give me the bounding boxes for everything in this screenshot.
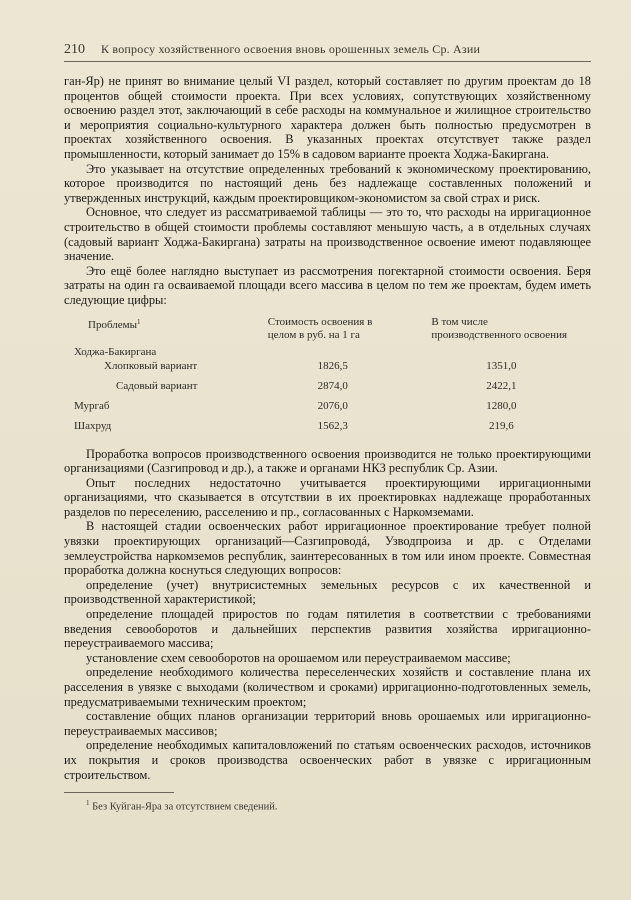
paragraph-1: ган-Яр) не принят во внимание целый VI раздел, который составляет по другим проектам до 18 процентов общей стоимости проекта. При всех условиях, сопутствующих хозяйственному освоению раздел этот, заключающий в себе расходы на коммунальное и жилищное строительство и мероприятия социально-культурного характера должен быть полностью предусмотрен в проектах хозяйственного освоения. В указанных проектах отсутствует также раздел промышленности, который занимает до 15% в садовом варианте проекта Ходжа-Бакиргана. <box>64 74 591 161</box>
running-header <box>64 42 591 62</box>
table-cell-name: Садовый вариант <box>116 379 198 392</box>
paragraph-6: Опыт последних недостаточно учитывается проектирующими ирригационными организациями, что сказывается в отсутствии в их проектировках надлежаще проработанных разделов по переселению, расселению и пр., согласованных с Наркомземами. <box>64 475 591 519</box>
running-title: К вопросу хозяйственного освоения вновь орошенных земель Ср. Азии <box>101 42 481 56</box>
table-row <box>64 399 591 419</box>
table-cell-name: Шахруд <box>74 419 112 432</box>
body-text-top <box>64 74 591 308</box>
table-cell-total: 1562,3 <box>317 419 348 432</box>
list-item-4: определение необходимого количества переселенческих хозяйств и составление плана их расселения в увязке с выходами (количеством и сроками) ирригационно-подготовленных земель, предусматриваемыми техническим проектом; <box>64 665 591 709</box>
table-row <box>64 359 591 379</box>
table-cell-production: 2422,1 <box>486 379 517 392</box>
footnote-mark: 1 <box>137 317 141 326</box>
paragraph-5: Проработка вопросов производственного освоения производится не только проектирующими организациями (Сазгипровод и др.), а также и органами НКЗ республик Ср. Азии. <box>64 446 591 476</box>
table-header-row <box>64 316 591 346</box>
paragraph-4: Это ещё более наглядно выступает из рассмотрения погектарной стоимости освоения. Беря затраты на один га осваиваемой площади всего массива в целом по тем же проектам, будем иметь следующие цифры: <box>64 263 591 307</box>
table-header-total-cost: Стоимость освоения в целом в руб. на 1 га <box>267 315 373 341</box>
list-item-2: определение площадей приростов по годам пятилетия в соответствии с требованиями введения севооборотов и дальнейших перспектив развития хозяйства ирригационно-переустраиваемого массива; <box>64 607 591 651</box>
footnote-text: Без Куйган-Яра за отсутствием сведений. <box>92 801 278 813</box>
body-text-bottom <box>64 447 591 783</box>
table-row <box>64 419 591 439</box>
paragraph-2: Это указывает на отсутствие определенных требований к экономическому проектированию, которое производится по настоящий день без надлежаще составленных положений и утвержденных инструкций, каждым проектировщиком-экономистом за свой страх и риск. <box>64 161 591 205</box>
list-item-6: определение необходимых капиталовложений по статьям освоенческих расходов, источников их покрытия и сроков производства освоенческих работ в увязке с ирригационным строительством. <box>64 738 591 782</box>
table-cell-production: 1351,0 <box>486 359 517 372</box>
table-cell-name: Хлопковый вариант <box>104 359 198 372</box>
table-cell-name: Мургаб <box>74 399 110 412</box>
table-cell-production: 1280,0 <box>486 399 517 412</box>
table-row <box>64 346 591 359</box>
table-cell-production: 219,6 <box>489 419 514 432</box>
page-number: 210 <box>64 42 85 57</box>
table-cell-total: 1826,5 <box>317 359 348 372</box>
table-header-production-cost: В том числе производственного освоения <box>431 315 568 341</box>
cost-table <box>64 316 591 439</box>
list-item-1: определение (учет) внутрисистемных земельных ресурсов с их качественной и производственной характеристикой; <box>64 577 591 607</box>
table-row <box>64 379 591 399</box>
footnote <box>64 797 591 814</box>
table-cell-total: 2076,0 <box>317 399 348 412</box>
table-header-problems: Проблемы$^1$ <box>88 317 141 332</box>
footnote-divider <box>64 792 174 793</box>
footnote-mark: 1 <box>86 799 90 808</box>
table-cell-total: 2874,0 <box>317 379 348 392</box>
list-item-5: составление общих планов организации территорий вновь орошаемых или ирригационно-переустраиваемых массивов; <box>64 709 591 738</box>
paragraph-3: Основное, что следует из рассматриваемой таблицы — это то, что расходы на ирригационное строительство в общей стоимости проблемы составляют меньшую часть, а в отдельных случаях (садовый вариант Ходжа-Бакиргана) затраты на производственное освоение имеют подавляющее значение. <box>64 205 591 264</box>
table-group-label: Ходжа-Бакиргана <box>74 345 157 358</box>
list-item-3: установление схем севооборотов на орошаемом или переустраиваемом массиве; <box>86 650 511 665</box>
paragraph-7: В настоящей стадии освоенческих работ ирригационное проектирование требует полной увязки проектирующих организаций—Сазгипроводá, Узводпроиза и др. с Отделами землеустройства наркомземов республик, заинтересованных в том или ином проекте. Совместная проработка должна коснуться следующих вопросов: <box>64 519 591 578</box>
